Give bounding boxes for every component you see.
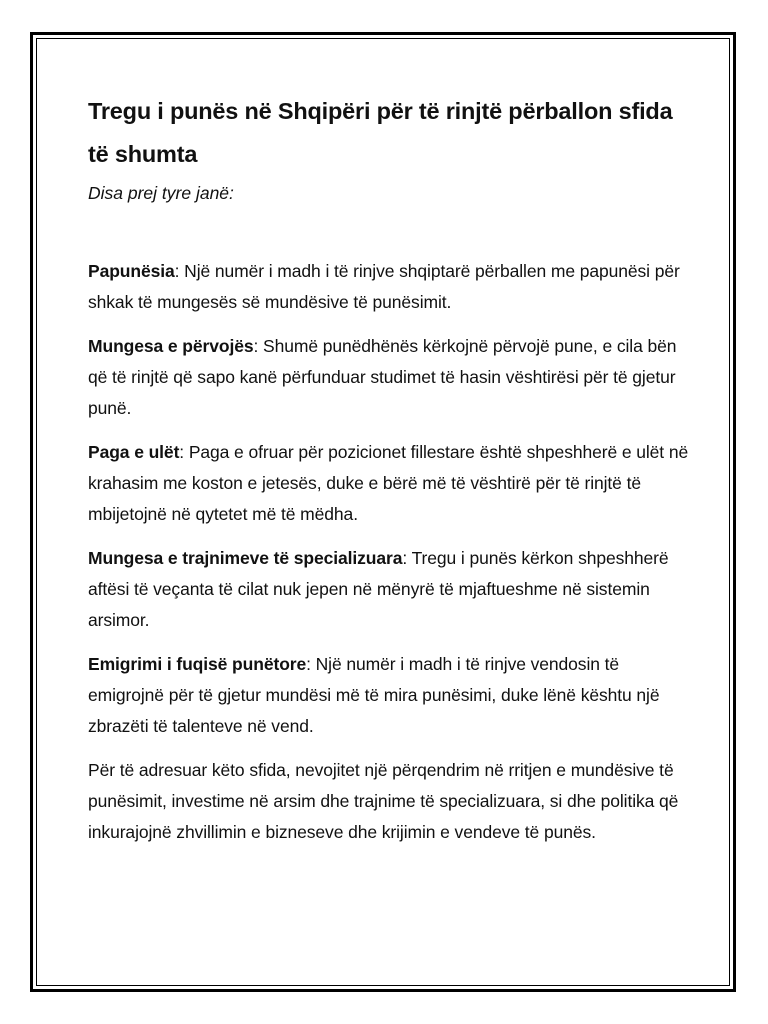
document-body	[88, 90, 698, 861]
document-subtitle: Disa prej tyre janë:	[88, 183, 234, 203]
challenge-item	[88, 543, 698, 636]
challenge-text: : Një numër i madh i të rinjve shqiptarë përballen me papunësi për shkak të mungesës së mundësive të punësimit.	[88, 261, 680, 312]
challenge-item	[88, 331, 698, 424]
challenge-item	[88, 649, 698, 742]
challenge-term: Papunësia	[88, 261, 175, 281]
challenge-term: Emigrimi i fuqisë punëtore	[88, 654, 307, 674]
challenge-text: : Paga e ofruar për pozicionet fillestare është shpeshherë e ulët në krahasim me koston e jetesës, duke e bërë më të vështirë për të rinjtë të mbijetojnë në qytetet më të mëdha.	[88, 442, 689, 524]
document-title: Tregu i punës në Shqipëri për të rinjtë përballon sfida të shumta	[88, 98, 673, 167]
challenge-text: : Një numër i madh i të rinjve vendosin të emigrojnë për të gjetur mundësi më të mira punësimi, duke lënë kështu një zbrazëti të talenteve në vend.	[88, 654, 660, 736]
challenge-text: : Shumë punëdhënës kërkojnë përvojë pune, e cila bën që të rinjtë që sapo kanë përfunduar studimet të hasin vështirësi për të gjetur punë.	[88, 336, 677, 418]
challenge-term: Paga e ulët	[88, 442, 180, 462]
challenge-term: Mungesa e trajnimeve të specializuara	[88, 548, 403, 568]
challenge-list	[88, 256, 698, 848]
challenge-item	[88, 256, 698, 318]
challenge-text: : Tregu i punës kërkon shpeshherë aftësi të veçanta të cilat nuk jepen në mënyrë të mjaftueshme në sistemin arsimor.	[88, 548, 669, 630]
challenge-item	[88, 437, 698, 530]
conclusion-paragraph: Për të adresuar këto sfida, nevojitet një përqendrim në rritjen e mundësive të punësimit, investime në arsim dhe trajnime të specializuara, si dhe politika që inkurajojnë zhvillimin e bizneseve dhe krijimin e vendeve të punës.	[88, 760, 679, 842]
challenge-term: Mungesa e përvojës	[88, 336, 254, 356]
